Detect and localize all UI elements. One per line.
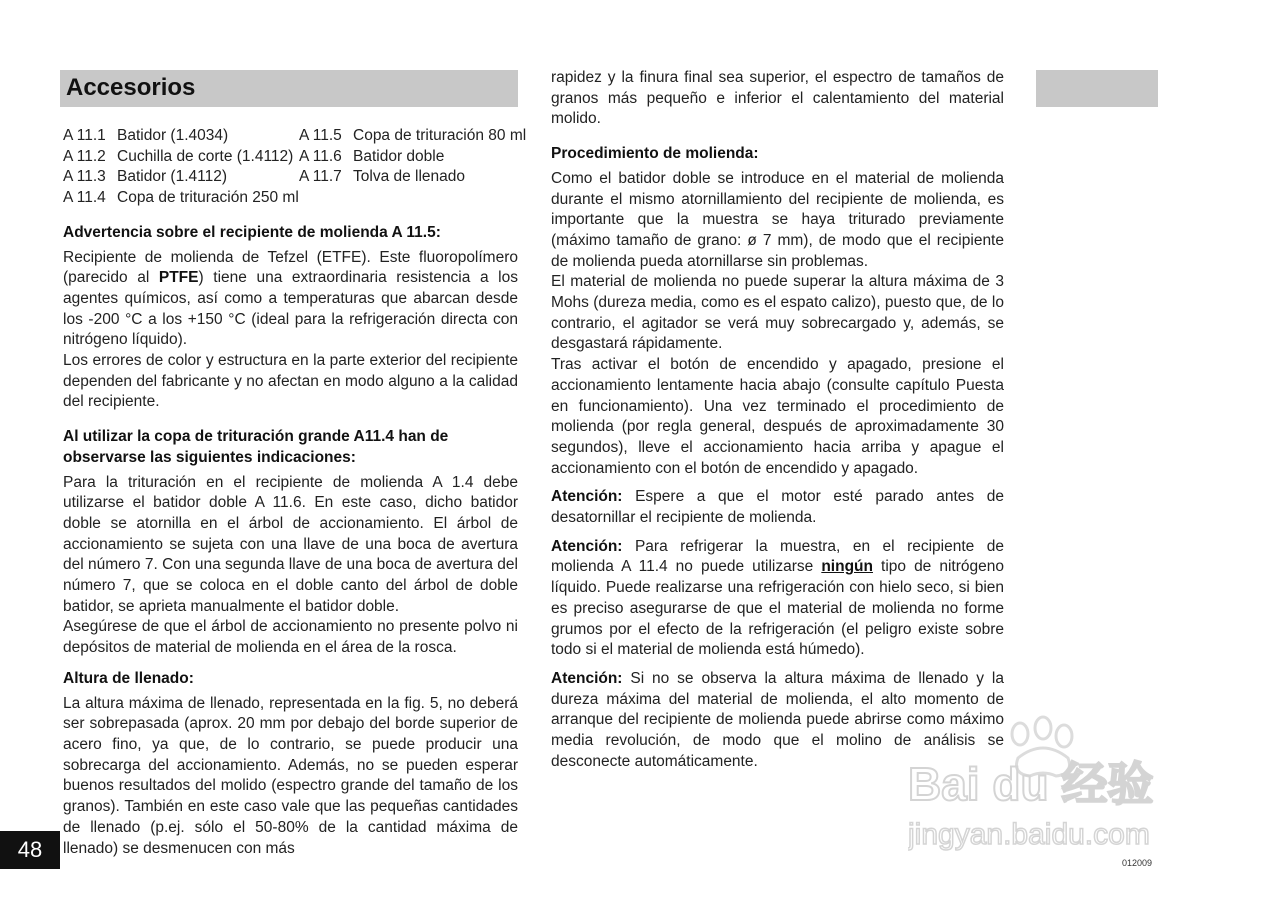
warning-paragraph	[63, 248, 518, 352]
accessories-list	[63, 126, 527, 209]
warning-heading: Advertencia sobre el recipiente de molienda A 11.5:	[63, 223, 441, 241]
accessory-code: A 11.3	[63, 168, 106, 186]
text-run: Para refrigerar la muestra, en el recipiente de molienda A 11.4 no puede utilizarse	[551, 537, 1004, 576]
list-item	[63, 188, 299, 209]
accessory-code: A 11.2	[63, 147, 106, 165]
accessory-name: Tolva de llenado	[353, 168, 466, 186]
procedure-paragraph-3: Tras activar el botón de encendido y apagado, presione el accionamiento lentamente hacia abajo (consulte capítulo Puesta en funcionamiento). Una vez terminado el procedimiento de molienda (por regla general, después de aproximadamente 30 segundos), lleve el accionamiento hacia arriba y apague el accionamiento con el botón de encendido y apagado.	[551, 356, 1004, 477]
large-cup-heading: Al utilizar la copa de trituración grande A11.4 han de observarse las siguientes indicaciones:	[63, 428, 449, 466]
continued-paragraph: rapidez y la finura final sea superior, el espectro de tamaños de granos más pequeño e inferior el calentamiento del material molido.	[551, 69, 1004, 128]
list-item	[299, 126, 527, 147]
accessory-name: Copa de trituración 250 ml	[117, 189, 299, 207]
text-run: ) tiene una extraordinaria resistencia a los agentes químicos, así como a temperaturas que abarcan desde los -200 °C a los +150 °C (ideal para la refrigeración directa con nitrógeno líquido).	[63, 269, 518, 349]
list-item	[299, 147, 518, 168]
accessory-code: A 11.7	[299, 168, 342, 186]
accessory-name: Cuchilla de corte (1.4112)	[117, 147, 294, 165]
list-item	[299, 167, 518, 188]
left-column	[63, 126, 527, 859]
text-run: tipo de nitrógeno líquido. Puede realizarse una refrigeración con hielo seco, si bien es preciso asegurarse de que el material de molienda no forme grumos por el efecto de la refrigeración (el peligro existe sobre todo si el material de molienda está húmedo).	[551, 558, 1004, 659]
attention-paragraph-1	[551, 487, 1004, 528]
section-header-bar	[60, 70, 518, 107]
page-title: Accesorios	[66, 74, 196, 101]
warning-paragraph-2: Los errores de color y estructura en la parte exterior del recipiente dependen del fabricante y no afectan en modo alguno a la calidad del recipiente.	[63, 352, 518, 411]
attention-label: Atención:	[551, 488, 623, 506]
document-code: 012009	[1122, 858, 1153, 868]
page-number: 48	[0, 831, 60, 869]
emphasis-ningun: ningún	[821, 558, 873, 576]
fill-height-paragraph: La altura máxima de llenado, representada en la fig. 5, no deberá ser sobrepasada (aprox. 20 mm por debajo del borde superior de acero fino, ya que, de lo contrario, se puede producir una sobrecarga del accionamiento. Además, no se pueden esperar buenos resultados del molido (espectro grande del tamaño de los granos). También en este caso vale que las pequeñas cantidades de llenado (p.ej. sólo el 50-80% de la cantidad máxima de llenado) se desmenucen con más	[63, 694, 518, 857]
procedure-heading: Procedimiento de molienda:	[551, 145, 759, 163]
baidu-watermark	[908, 712, 1208, 862]
side-tab-bar	[1036, 70, 1158, 107]
accessory-name: Batidor (1.4112)	[117, 168, 227, 186]
list-item	[63, 147, 299, 168]
accessory-name: Copa de trituración 80 ml	[353, 127, 527, 144]
accessory-name: Batidor doble	[353, 147, 445, 165]
watermark-brand: Bai du 经验	[908, 758, 1154, 810]
large-cup-paragraph-2: Asegúrese de que el árbol de accionamiento no presente polvo ni depósitos de material de molienda en el área de la rosca.	[63, 618, 518, 657]
accessory-code: A 11.5	[299, 127, 342, 144]
fill-height-heading: Altura de llenado:	[63, 669, 194, 687]
right-column	[551, 68, 1004, 773]
text-run: Recipiente de molienda de Tefzel (ETFE). Este fluoropolímero (parecido al	[63, 248, 518, 287]
text-run: Si no se observa la altura máxima de llenado y la dureza máxima del material de molienda, el alto momento de arranque del recipiente de molienda puede abrirse como máximo media revolución, de modo que el molino de análisis se desconecte automáticamente.	[551, 669, 1004, 770]
accessory-code: A 11.4	[63, 189, 106, 207]
list-item	[63, 126, 299, 147]
large-cup-paragraph: Para la trituración en el recipiente de molienda A 1.4 debe utilizarse el batidor doble A 11.6. En este caso, dicho batidor doble se atornilla en el árbol de accionamiento. El árbol de accionamiento se sujeta con una llave de una boca de avertura del número 7. Con una segunda llave de una boca de avertura del número 7, que se coloca en el doble canto del árbol de doble batidor, se aprieta manualmente el batidor doble.	[63, 473, 518, 615]
procedure-paragraph-1: Como el batidor doble se introduce en el material de molienda durante el mismo atornillamiento del recipiente de molienda, es importante que la muestra se haya triturado previamente (máximo tamaño de grano: ø 7 mm), de modo que el recipiente de molienda pueda atornillarse sin problemas.	[551, 169, 1004, 270]
attention-label: Atención:	[551, 669, 623, 687]
attention-label: Atención:	[551, 537, 623, 555]
accessory-name: Batidor (1.4034)	[117, 127, 229, 144]
procedure-paragraph-2: El material de molienda no puede superar la altura máxima de 3 Mohs (dureza media, como es el espato calizo), puesto que, de lo contrario, el agitador se verá muy sobrecargado y, además, se desgastará rápidamente.	[551, 273, 1004, 353]
accessory-code: A 11.1	[63, 127, 106, 144]
watermark-url: jingyan.baidu.com	[908, 818, 1150, 851]
attention-paragraph-2	[551, 537, 1004, 661]
accessory-code: A 11.6	[299, 147, 342, 165]
list-item	[63, 167, 299, 188]
text-run: Espere a que el motor esté parado antes de desatornillar el recipiente de molienda.	[551, 488, 1004, 527]
ptfe-term: PTFE	[158, 269, 199, 287]
